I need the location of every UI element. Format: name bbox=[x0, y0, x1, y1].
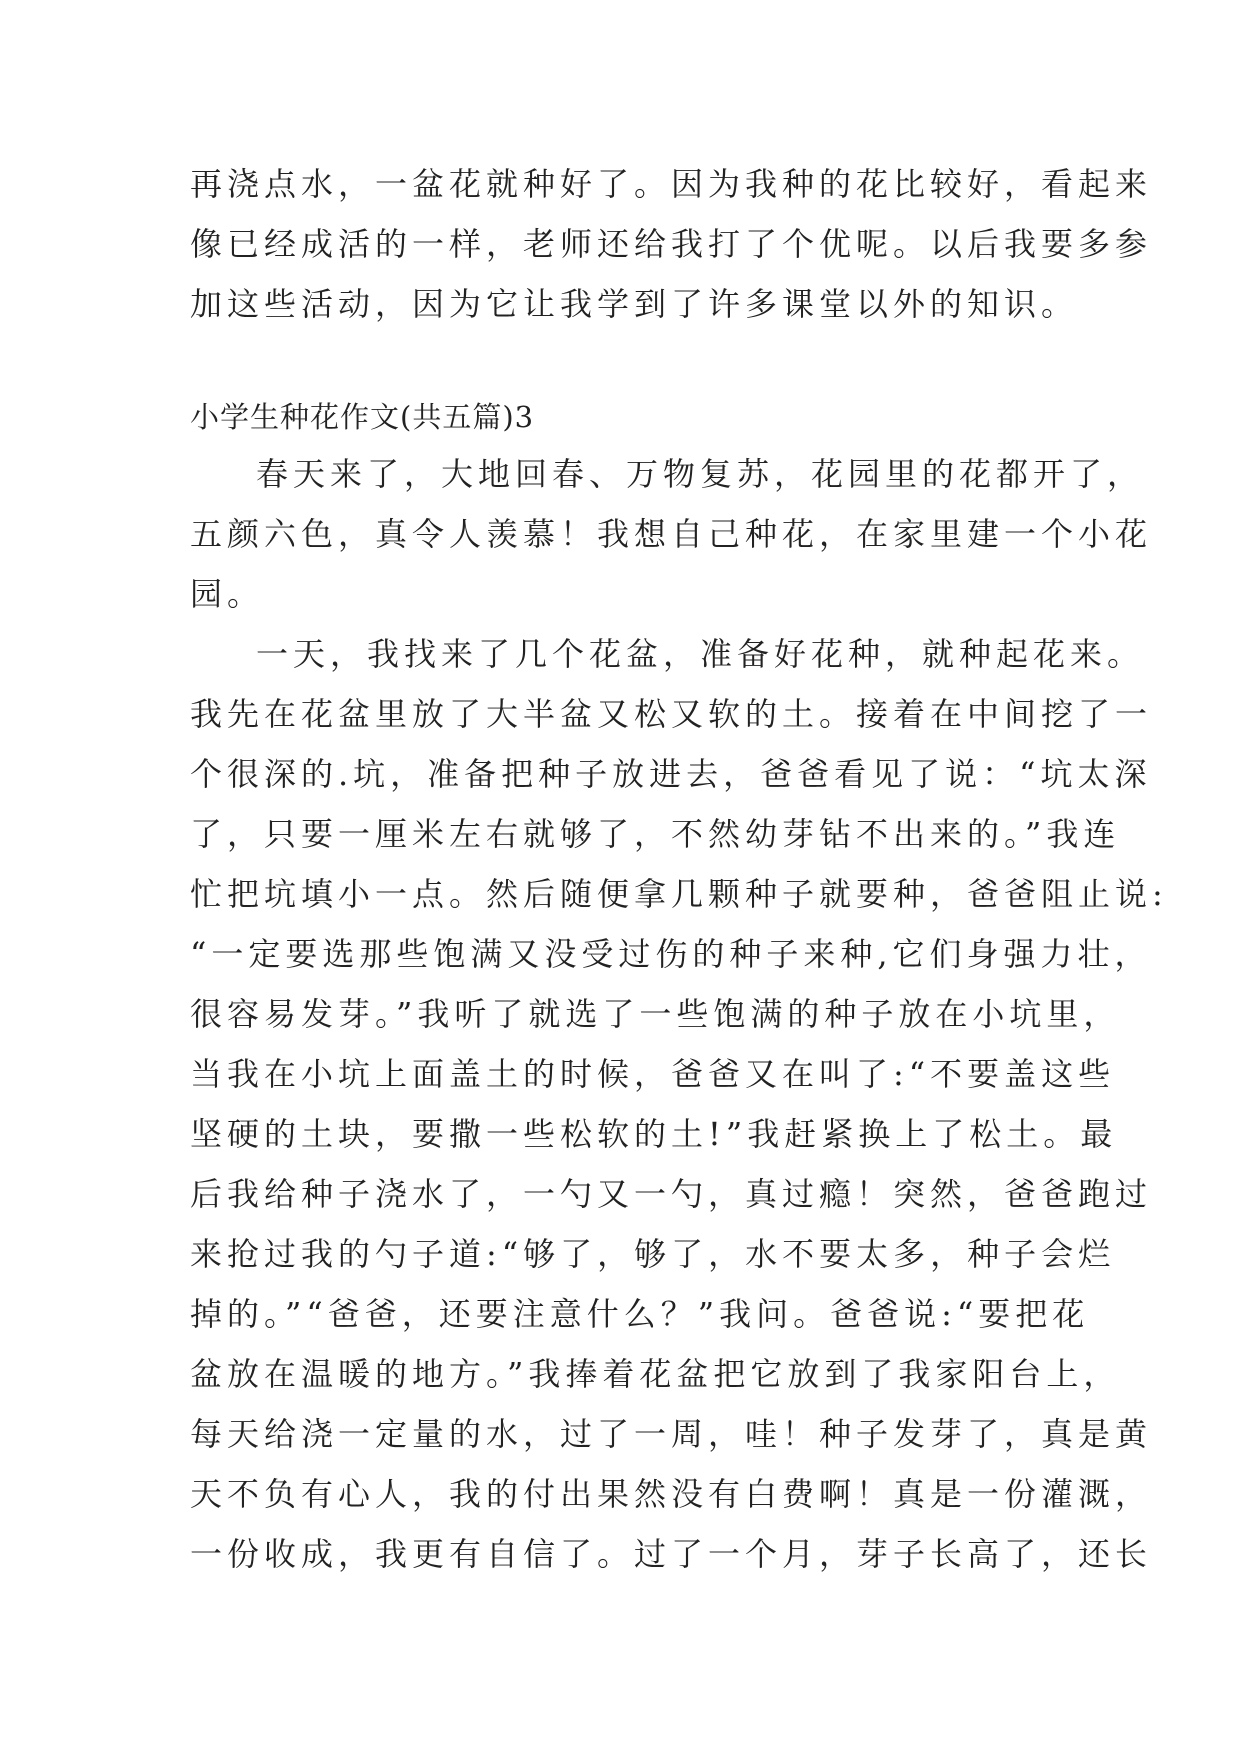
text-line: 再浇点水，一盆花就种好了。因为我种的花比较好，看起来 bbox=[190, 165, 1153, 203]
text-line: 后我给种子浇水了，一勺又一勺，真过瘾！突然，爸爸跑过 bbox=[190, 1175, 1153, 1213]
text-line: 盆放在温暖的地方。”我捧着花盆把它放到了我家阳台上， bbox=[190, 1355, 1121, 1393]
text-line: 了，只要一厘米左右就够了，不然幼芽钻不出来的。”我连 bbox=[190, 815, 1121, 853]
text-line: 每天给浇一定量的水，过了一周，哇！种子发芽了，真是黄 bbox=[190, 1415, 1153, 1453]
text-line: 坚硬的土块，要撒一些松软的土!”我赶紧换上了松土。最 bbox=[190, 1115, 1118, 1153]
text-line: “一定要选那些饱满又没受过伤的种子来种,它们身强力壮， bbox=[190, 935, 1152, 973]
text-line: 春天来了，大地回春、万物复苏，花园里的花都开了， bbox=[256, 455, 1145, 493]
text-line: 园。 bbox=[190, 575, 265, 613]
text-line: 很容易发芽。”我听了就选了一些饱满的种子放在小坑里， bbox=[190, 995, 1121, 1033]
text-line: 我先在花盆里放了大半盆又松又软的土。接着在中间挖了一 bbox=[190, 695, 1153, 733]
text-line: 来抢过我的勺子道:“够了，够了，水不要太多，种子会烂 bbox=[190, 1235, 1116, 1273]
text-line: 个很深的.坑，准备把种子放进去，爸爸看见了说：“坑太深 bbox=[190, 755, 1152, 793]
text-line: 五颜六色，真令人羡慕！我想自己种花，在家里建一个小花 bbox=[190, 515, 1153, 553]
text-line: 当我在小坑上面盖土的时候，爸爸又在叫了:“不要盖这些 bbox=[190, 1055, 1116, 1093]
text-line: 一天，我找来了几个花盆，准备好花种，就种起花来。 bbox=[256, 635, 1145, 673]
text-line: 天不负有心人，我的付出果然没有白费啊！真是一份灌溉， bbox=[190, 1475, 1153, 1513]
section-heading: 小学生种花作文(共五篇)3 bbox=[190, 400, 535, 434]
text-line: 加这些活动，因为它让我学到了许多课堂以外的知识。 bbox=[190, 285, 1079, 323]
text-line: 像已经成活的一样，老师还给我打了个优呢。以后我要多参 bbox=[190, 225, 1153, 263]
text-line: 掉的。”“爸爸，还要注意什么？”我问。爸爸说:“要把花 bbox=[190, 1295, 1090, 1333]
text-line: 一份收成，我更有自信了。过了一个月，芽子长高了，还长 bbox=[190, 1535, 1153, 1573]
text-line: 忙把坑填小一点。然后随便拿几颗种子就要种，爸爸阻止说: bbox=[190, 875, 1168, 913]
